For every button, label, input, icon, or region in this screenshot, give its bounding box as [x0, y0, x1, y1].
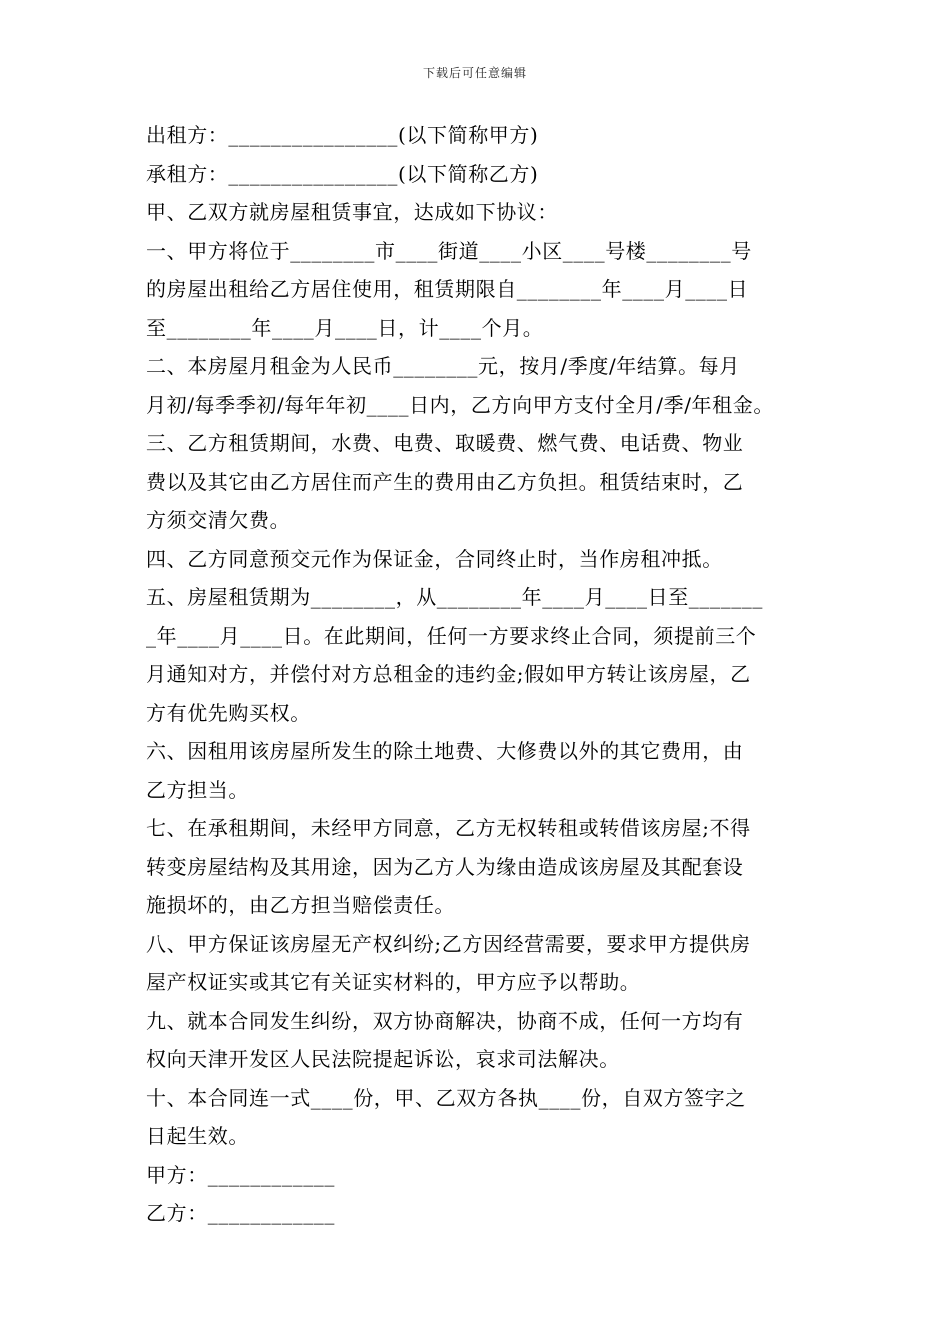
clause-9-line-2: 权向天津开发区人民法院提起诉讼，哀求司法解决。 — [146, 1047, 620, 1071]
party-b-signature-line: 乙方：____________ — [146, 1201, 335, 1225]
clause-7-line-1: 七、在承租期间，未经甲方同意，乙方无权转租或转借该房屋;不得 — [146, 816, 751, 840]
clause-4-line-1: 四、乙方同意预交元作为保证金，合同终止时，当作房租冲抵。 — [146, 546, 723, 571]
lessor-line: 出租方：________________(以下简称甲方) — [146, 123, 539, 147]
clause-6-line-1: 六、因租用该房屋所发生的除土地费、大修费以外的其它费用，由 — [146, 739, 744, 763]
clause-2-line-1: 二、本房屋月租金为人民币________元，按月/季度/年结算。每月 — [146, 354, 740, 378]
clause-10-line-2: 日起生效。 — [146, 1124, 249, 1148]
clause-2-line-2: 月初/每季季初/每年年初____日内，乙方向甲方支付全月/季/年租金。 — [146, 392, 774, 417]
clause-6-line-2: 乙方担当。 — [146, 777, 249, 802]
clause-5-line-3: 月通知对方，并偿付对方总租金的违约金;假如甲方转让该房屋，乙 — [146, 662, 751, 686]
clause-8-line-2: 屋产权证实或其它有关证实材料的，甲方应予以帮助。 — [146, 970, 641, 994]
header-note: 下载后可任意编辑 — [422, 66, 527, 80]
clause-1-line-2: 的房屋出租给乙方居住使用，租赁期限自________年____月____日 — [146, 277, 749, 301]
clause-1-line-3: 至________年____月____日，计____个月。 — [146, 315, 544, 340]
clause-7-line-3: 施损坏的，由乙方担当赔偿责任。 — [146, 893, 455, 917]
clause-10-line-1: 十、本合同连一式____份，甲、乙双方各执____份，自双方签字之 — [146, 1085, 746, 1110]
party-a-signature-line: 甲方：____________ — [146, 1162, 335, 1187]
clause-5-line-2: _年____月____日。在此期间，任何一方要求终止合同，须提前三个 — [146, 623, 757, 648]
lessee-line: 承租方：________________(以下简称乙方) — [146, 161, 539, 186]
clause-5-line-4: 方有优先购买权。 — [146, 700, 311, 725]
clause-1-line-1: 一、甲方将位于________市____街道____小区____号楼________号 — [146, 238, 752, 263]
clause-7-line-2: 转变房屋结构及其用途，因为乙方人为缘由造成该房屋及其配套设 — [146, 854, 744, 879]
clause-8-line-1: 八、甲方保证该房屋无产权纠纷;乙方因经营需要，要求甲方提供房 — [146, 931, 751, 956]
clause-5-line-1: 五、房屋租赁期为________，从________年____月____日至_______ — [146, 585, 763, 609]
clause-3-line-2: 费以及其它由乙方居住而产生的费用由乙方负担。租赁结束时，乙 — [146, 469, 744, 494]
clause-9-line-1: 九、就本合同发生纠纷，双方协商解决，协商不成，任何一方均有 — [146, 1008, 744, 1033]
contract-body — [146, 116, 826, 1233]
agreement-intro: 甲、乙双方就房屋租赁事宜，达成如下协议： — [146, 200, 558, 224]
clause-3-line-3: 方须交清欠费。 — [146, 508, 291, 532]
clause-3-line-1: 三、乙方租赁期间，水费、电费、取暖费、燃气费、电话费、物业 — [146, 431, 744, 455]
